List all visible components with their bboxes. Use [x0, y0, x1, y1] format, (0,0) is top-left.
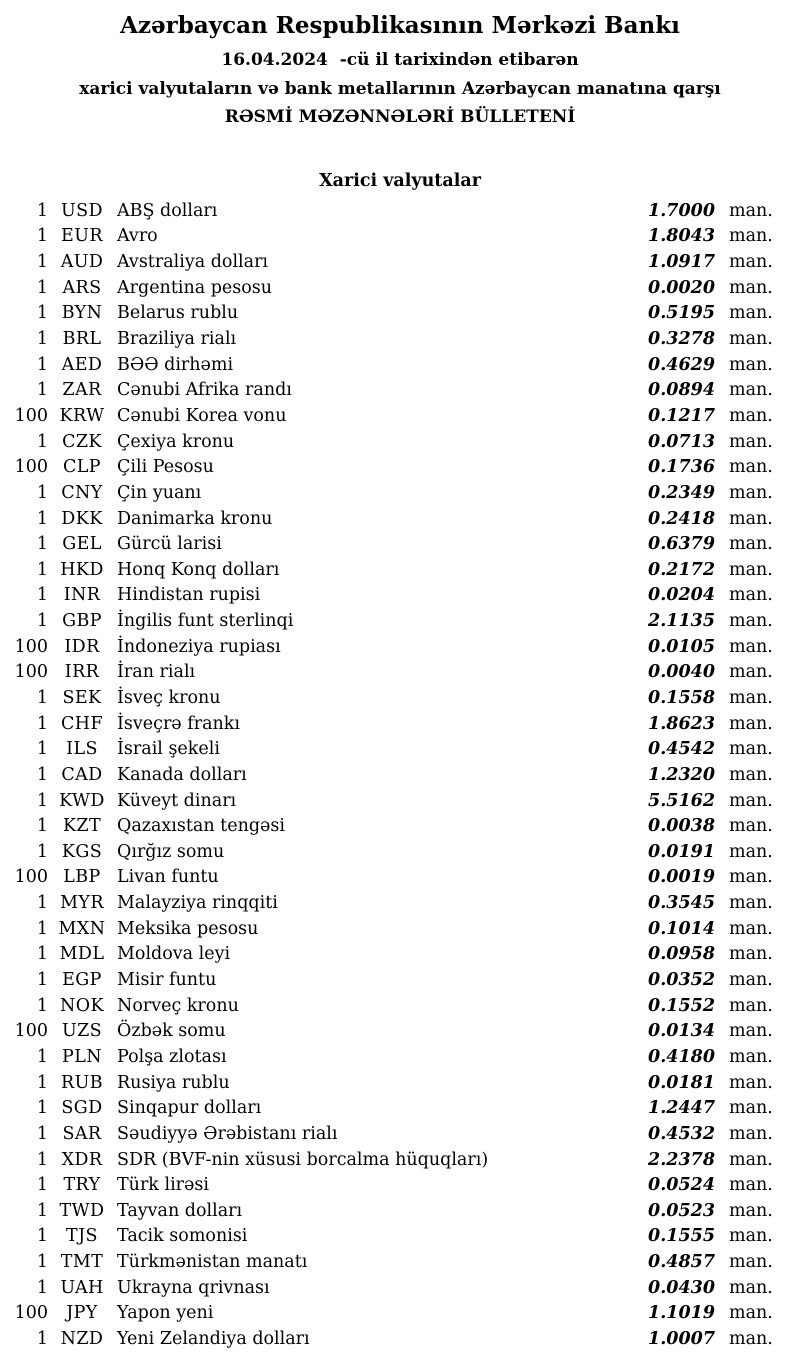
rate-unit: man. [729, 252, 773, 273]
quantity: 1 [36, 200, 48, 221]
table-row [0, 660, 800, 686]
table-row [0, 1275, 800, 1301]
currency-name: İsveç kronu [117, 687, 221, 708]
table-row [0, 429, 800, 455]
rate-value: 0.1552 [648, 995, 715, 1016]
quantity: 1 [36, 431, 48, 452]
bank-title: Azərbaycan Respublikasının Mərkəzi Bankı [120, 12, 680, 39]
currency-name: Moldova leyi [117, 944, 231, 965]
currency-code: HKD [60, 559, 104, 580]
rate-value: 0.0352 [648, 970, 715, 991]
currency-rates-table [0, 198, 800, 1352]
rate-unit: man. [729, 226, 773, 247]
bulletin-title: RƏSMİ MƏZƏNNƏLƏRİ BÜLLETENİ [224, 107, 576, 127]
currency-code: KZT [62, 816, 102, 837]
table-row [0, 275, 800, 301]
quantity: 100 [14, 405, 48, 426]
rate-unit: man. [729, 662, 773, 683]
rate-unit: man. [729, 1303, 773, 1324]
quantity: 1 [36, 713, 48, 734]
table-row [0, 736, 800, 762]
rate-unit: man. [729, 944, 773, 965]
currency-code: JPY [66, 1303, 98, 1324]
table-row [0, 942, 800, 968]
currency-name: Çexiya kronu [117, 431, 235, 452]
currency-name: Qazaxıstan tengəsi [117, 816, 285, 837]
currency-code: EGP [62, 970, 102, 991]
quantity: 1 [36, 970, 48, 991]
table-row [0, 198, 800, 224]
currency-name: Tacik somonisi [117, 1226, 248, 1247]
quantity: 100 [14, 867, 48, 888]
rate-unit: man. [729, 585, 773, 606]
table-row [0, 839, 800, 865]
quantity: 1 [36, 611, 48, 632]
rate-unit: man. [729, 277, 773, 298]
table-row [0, 1019, 800, 1045]
quantity: 1 [36, 764, 48, 785]
currency-name: Cənubi Afrika randı [117, 380, 292, 401]
quantity: 1 [36, 1149, 48, 1170]
rate-unit: man. [729, 1252, 773, 1273]
currency-code: ILS [66, 739, 98, 760]
table-row [0, 1301, 800, 1327]
rate-unit: man. [729, 380, 773, 401]
rate-value: 0.0020 [648, 277, 715, 298]
rate-unit: man. [729, 1021, 773, 1042]
rate-value: 0.0430 [648, 1277, 715, 1298]
currency-name: Sinqapur dolları [117, 1098, 262, 1119]
currency-name: Avro [117, 226, 158, 247]
quantity: 1 [36, 816, 48, 837]
quantity: 1 [36, 508, 48, 529]
currency-name: Belarus rublu [117, 303, 239, 324]
table-row [0, 916, 800, 942]
currency-name: SDR (BVF-nin xüsusi borcalma hüquqları) [117, 1149, 489, 1170]
rate-value: 1.2320 [648, 764, 715, 785]
currency-name: Qırğız somu [117, 841, 225, 862]
currency-code: NZD [60, 1329, 104, 1349]
quantity: 1 [36, 944, 48, 965]
rate-unit: man. [729, 1329, 773, 1349]
currency-code: USD [61, 200, 103, 221]
table-row [0, 1070, 800, 1096]
quantity: 1 [36, 1277, 48, 1298]
currency-code: ZAR [62, 380, 102, 401]
table-row [0, 608, 800, 634]
currency-code: TJS [66, 1226, 98, 1247]
rate-unit: man. [729, 482, 773, 503]
rate-unit: man. [729, 354, 773, 375]
currency-name: Çin yuanı [117, 482, 202, 503]
rate-value: 0.3545 [648, 893, 715, 914]
currency-code: AED [61, 354, 103, 375]
rate-unit: man. [729, 1123, 773, 1144]
rate-unit: man. [729, 431, 773, 452]
quantity: 1 [36, 1123, 48, 1144]
currency-name: İran rialı [117, 662, 196, 683]
rate-value: 0.0204 [648, 585, 715, 606]
rate-value: 0.1558 [648, 687, 715, 708]
table-row [0, 634, 800, 660]
currency-name: Kanada dolları [117, 764, 247, 785]
table-row [0, 788, 800, 814]
rate-unit: man. [729, 559, 773, 580]
table-row [0, 377, 800, 403]
quantity: 1 [36, 329, 48, 350]
table-row [0, 1121, 800, 1147]
quantity: 1 [36, 1175, 48, 1196]
rate-value: 0.0181 [648, 1072, 715, 1093]
table-row [0, 301, 800, 327]
currency-name: Yapon yeni [117, 1303, 214, 1324]
currency-code: RUB [61, 1072, 103, 1093]
currency-name: Gürcü larisi [117, 534, 222, 555]
rate-value: 2.2378 [648, 1149, 715, 1170]
currency-name: Braziliya rialı [117, 329, 237, 350]
rate-unit: man. [729, 611, 773, 632]
currency-code: BRL [62, 329, 102, 350]
rate-value: 0.4532 [648, 1123, 715, 1144]
currency-name: Çili Pesosu [117, 457, 214, 478]
rate-value: 0.6379 [648, 534, 715, 555]
rate-value: 0.3278 [648, 329, 715, 350]
quantity: 1 [36, 277, 48, 298]
quantity: 1 [36, 687, 48, 708]
rate-value: 1.8043 [648, 226, 715, 247]
rate-value: 2.1135 [648, 611, 715, 632]
currency-name: ABŞ dolları [117, 200, 218, 221]
bulletin-header [0, 12, 800, 128]
table-row [0, 1249, 800, 1275]
currency-code: UAH [60, 1277, 104, 1298]
rate-value: 0.0105 [648, 636, 715, 657]
rate-unit: man. [729, 1098, 773, 1119]
rate-value: 1.8623 [648, 713, 715, 734]
rate-value: 1.1019 [648, 1303, 715, 1324]
currency-name: Livan funtu [117, 867, 219, 888]
rate-value: 0.0134 [648, 1021, 715, 1042]
quantity: 100 [14, 662, 48, 683]
currency-code: MDL [59, 944, 105, 965]
currency-name: Argentina pesosu [117, 277, 273, 298]
currency-code: CZK [62, 431, 102, 452]
rate-unit: man. [729, 508, 773, 529]
currency-code: CHF [61, 713, 103, 734]
table-row [0, 249, 800, 275]
rate-unit: man. [729, 1226, 773, 1247]
quantity: 100 [14, 1303, 48, 1324]
table-row [0, 352, 800, 378]
quantity: 1 [36, 585, 48, 606]
quantity: 1 [36, 380, 48, 401]
currency-code: MYR [60, 893, 104, 914]
rate-unit: man. [729, 995, 773, 1016]
currency-code: ARS [62, 277, 102, 298]
currency-name: Rusiya rublu [117, 1072, 230, 1093]
currency-code: GEL [62, 534, 102, 555]
currency-code: TMT [60, 1252, 104, 1273]
currency-name: Danimarka kronu [117, 508, 273, 529]
rate-unit: man. [729, 790, 773, 811]
currency-code: NOK [60, 995, 104, 1016]
currency-code: TRY [63, 1175, 101, 1196]
rate-value: 0.0038 [648, 816, 715, 837]
rate-value: 1.7000 [648, 200, 715, 221]
table-row [0, 557, 800, 583]
table-row [0, 993, 800, 1019]
currency-code: XDR [61, 1149, 103, 1170]
rate-value: 0.1736 [648, 457, 715, 478]
currency-name: Avstraliya dolları [117, 252, 269, 273]
currency-name: Küveyt dinarı [117, 790, 237, 811]
quantity: 1 [36, 1072, 48, 1093]
quantity: 1 [36, 1252, 48, 1273]
quantity: 1 [36, 354, 48, 375]
quantity: 1 [36, 252, 48, 273]
table-row [0, 1224, 800, 1250]
currency-code: KGS [61, 841, 103, 862]
currency-name: İsrail şekeli [117, 739, 220, 760]
currency-code: MXN [58, 918, 106, 939]
rate-unit: man. [729, 1200, 773, 1221]
rate-unit: man. [729, 1175, 773, 1196]
currency-code: CAD [61, 764, 103, 785]
currency-code: SGD [61, 1098, 103, 1119]
rate-unit: man. [729, 816, 773, 837]
rate-unit: man. [729, 687, 773, 708]
rate-value: 0.5195 [648, 303, 715, 324]
effective-date-line: 16.04.2024 -cü il tarixindən etibarən [221, 50, 579, 70]
currency-code: KWD [59, 790, 105, 811]
rate-value: 0.2418 [648, 508, 715, 529]
rate-value: 0.2172 [648, 559, 715, 580]
currency-code: IRR [64, 662, 100, 683]
rate-value: 0.4629 [648, 354, 715, 375]
rate-value: 1.2447 [648, 1098, 715, 1119]
quantity: 1 [36, 790, 48, 811]
currency-code: CNY [61, 482, 103, 503]
currency-name: Cənubi Korea vonu [117, 405, 287, 426]
quantity: 1 [36, 559, 48, 580]
currency-code: INR [63, 585, 101, 606]
quantity: 1 [36, 226, 48, 247]
quantity: 1 [36, 995, 48, 1016]
quantity: 100 [14, 457, 48, 478]
currency-name: Hindistan rupisi [117, 585, 261, 606]
currency-code: BYN [61, 303, 103, 324]
rate-value: 0.1014 [648, 918, 715, 939]
rate-unit: man. [729, 764, 773, 785]
currency-code: KRW [59, 405, 105, 426]
rate-value: 0.4542 [648, 739, 715, 760]
table-row [0, 480, 800, 506]
table-row [0, 1326, 800, 1352]
rate-unit: man. [729, 713, 773, 734]
currency-name: İndoneziya rupiası [117, 636, 281, 657]
rate-value: 0.4857 [648, 1252, 715, 1273]
quantity: 1 [36, 534, 48, 555]
rate-unit: man. [729, 1149, 773, 1170]
currency-name: Səudiyyə Ərəbistanı rialı [117, 1123, 338, 1144]
currency-code: DKK [61, 508, 103, 529]
currency-code: SAR [62, 1123, 102, 1144]
rate-unit: man. [729, 200, 773, 221]
quantity: 1 [36, 482, 48, 503]
rate-value: 0.0894 [648, 380, 715, 401]
rate-unit: man. [729, 303, 773, 324]
rate-value: 0.0191 [648, 841, 715, 862]
currency-code: CLP [63, 457, 101, 478]
table-row [0, 1044, 800, 1070]
table-row [0, 531, 800, 557]
currency-name: Ukrayna qrivnası [117, 1277, 270, 1298]
currency-code: TWD [59, 1200, 105, 1221]
currency-code: AUD [60, 252, 104, 273]
currency-code: GBP [62, 611, 102, 632]
rate-unit: man. [729, 405, 773, 426]
rate-value: 5.5162 [648, 790, 715, 811]
currency-name: Tayvan dolları [117, 1200, 243, 1221]
rate-value: 0.0524 [648, 1175, 715, 1196]
currency-name: BƏƏ dirhəmi [117, 354, 234, 375]
table-row [0, 762, 800, 788]
quantity: 1 [36, 1226, 48, 1247]
currency-code: IDR [64, 636, 100, 657]
currency-name: Yeni Zelandiya dolları [117, 1329, 310, 1349]
quantity: 1 [36, 1098, 48, 1119]
rate-value: 0.4180 [648, 1046, 715, 1067]
rate-value: 0.2349 [648, 482, 715, 503]
quantity: 1 [36, 739, 48, 760]
table-row [0, 1147, 800, 1173]
rate-unit: man. [729, 457, 773, 478]
table-row [0, 711, 800, 737]
quantity: 1 [36, 303, 48, 324]
quantity: 1 [36, 1329, 48, 1349]
rate-value: 1.0007 [648, 1329, 715, 1349]
subtitle-line: xarici valyutaların və bank metallarının Azərbaycan manatına qarşı [79, 79, 721, 99]
currency-name: İsveçrə frankı [117, 713, 240, 734]
table-row [0, 1198, 800, 1224]
table-row [0, 506, 800, 532]
table-row [0, 1095, 800, 1121]
table-row [0, 865, 800, 891]
rate-unit: man. [729, 1277, 773, 1298]
rate-value: 0.0958 [648, 944, 715, 965]
currency-name: Türkmənistan manatı [117, 1252, 308, 1273]
rate-value: 0.0713 [648, 431, 715, 452]
rate-unit: man. [729, 841, 773, 862]
rate-unit: man. [729, 329, 773, 350]
table-row [0, 403, 800, 429]
currency-code: UZS [61, 1021, 103, 1042]
quantity: 1 [36, 1200, 48, 1221]
currency-name: Özbək somu [117, 1021, 226, 1042]
currency-code: EUR [61, 226, 103, 247]
rate-value: 0.0040 [648, 662, 715, 683]
quantity: 100 [14, 636, 48, 657]
quantity: 1 [36, 1046, 48, 1067]
rate-value: 0.0523 [648, 1200, 715, 1221]
currency-name: Polşa zlotası [117, 1046, 227, 1067]
table-row [0, 967, 800, 993]
rate-unit: man. [729, 636, 773, 657]
currency-name: Misir funtu [117, 970, 217, 991]
table-row [0, 224, 800, 250]
rate-unit: man. [729, 534, 773, 555]
table-row [0, 454, 800, 480]
currency-name: Malayziya rinqqiti [117, 893, 278, 914]
rate-value: 1.0917 [648, 252, 715, 273]
table-row [0, 813, 800, 839]
rate-value: 0.1555 [648, 1226, 715, 1247]
rate-value: 0.1217 [648, 405, 715, 426]
currency-code: PLN [62, 1046, 102, 1067]
table-row [0, 1172, 800, 1198]
currency-code: SEK [62, 687, 102, 708]
rate-unit: man. [729, 867, 773, 888]
quantity: 1 [36, 841, 48, 862]
section-title-foreign-currencies: Xarici valyutalar [319, 171, 481, 191]
quantity: 1 [36, 918, 48, 939]
rate-unit: man. [729, 918, 773, 939]
table-row [0, 890, 800, 916]
currency-name: İngilis funt sterlinqi [117, 611, 294, 632]
table-row [0, 326, 800, 352]
rate-unit: man. [729, 893, 773, 914]
currency-name: Meksika pesosu [117, 918, 259, 939]
table-row [0, 685, 800, 711]
quantity: 1 [36, 893, 48, 914]
rate-value: 0.0019 [648, 867, 715, 888]
rate-unit: man. [729, 739, 773, 760]
rate-unit: man. [729, 1046, 773, 1067]
quantity: 100 [14, 1021, 48, 1042]
currency-code: LBP [63, 867, 101, 888]
currency-name: Türk lirəsi [117, 1175, 209, 1196]
rate-unit: man. [729, 970, 773, 991]
table-row [0, 583, 800, 609]
currency-name: Honq Konq dolları [117, 559, 280, 580]
currency-name: Norveç kronu [117, 995, 239, 1016]
rate-unit: man. [729, 1072, 773, 1093]
